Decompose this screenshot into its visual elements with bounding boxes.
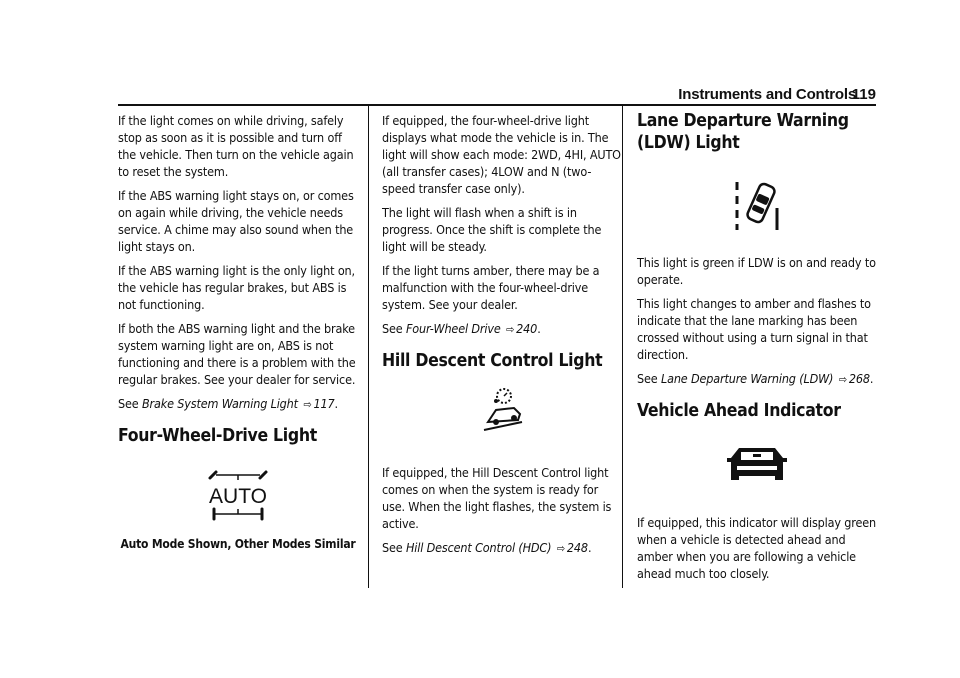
paragraph: This light changes to amber and flashes to indicate that the lane marking has been crossed without using a turn signal in that direction. <box>637 296 871 362</box>
see-prefix: See <box>382 540 403 555</box>
reference-page[interactable]: 117 <box>313 396 335 411</box>
four-wheel-drive-icon <box>206 469 270 521</box>
section-heading: Hill Descent Control Light <box>382 351 603 371</box>
vehicle-ahead-icon <box>725 444 789 484</box>
page-number: 119 <box>851 86 876 103</box>
reference-page[interactable]: 248 <box>566 540 588 555</box>
section-heading: Lane Departure Warning (LDW) Light <box>637 111 849 153</box>
hill-descent-icon <box>480 386 524 434</box>
paragraph: If the light turns amber, there may be a malfunction with the four-wheel-drive system. See your dealer. <box>382 263 600 312</box>
reference-link[interactable]: Lane Departure Warning (LDW) <box>660 371 834 386</box>
paragraph: If the ABS warning light is the only light on, the vehicle has regular brakes, but ABS is not functioning. <box>118 263 355 312</box>
paragraph: This light is green if LDW is on and ready to operate. <box>637 255 876 287</box>
paragraph: The light will flash when a shift is in progress. Once the shift is complete the light will be steady. <box>382 205 602 254</box>
column-divider-2 <box>622 104 623 588</box>
reference-link[interactable]: Brake System Warning Light <box>141 396 298 411</box>
column-3 <box>637 106 877 589</box>
section-heading: Four-Wheel-Drive Light <box>118 426 317 446</box>
reference-page[interactable]: 268 <box>848 371 870 386</box>
section-title: Instruments and Controls <box>678 86 856 103</box>
page-arrow-icon: ⇨ <box>506 323 515 336</box>
section-heading: Vehicle Ahead Indicator <box>637 401 841 421</box>
cross-reference: See Four-Wheel Drive ⇨ 240. <box>382 321 541 336</box>
paragraph: If equipped, the four-wheel-drive light displays what mode the vehicle is in. The light will show each mode: 2WD, 4HI, AUTO (all transfer cases); 4LOW and N (two-speed transfer case only). <box>382 113 621 196</box>
paragraph: If equipped, the Hill Descent Control light comes on when the system is ready for use. When the light flashes, the system is active. <box>382 465 612 531</box>
see-prefix: See <box>118 396 139 411</box>
figure-caption: Auto Mode Shown, Other Modes Similar <box>120 537 356 551</box>
paragraph: If the ABS warning light stays on, or comes on again while driving, the vehicle needs service. A chime may also sound when the light stays on. <box>118 188 354 254</box>
column-divider-1 <box>368 104 369 588</box>
cross-reference: See Brake System Warning Light ⇨ 117. <box>118 396 338 411</box>
reference-page[interactable]: 240 <box>516 321 538 336</box>
page-arrow-icon: ⇨ <box>838 373 847 386</box>
page-arrow-icon: ⇨ <box>303 398 312 411</box>
reference-link[interactable]: Hill Descent Control (HDC) <box>405 540 552 555</box>
column-2 <box>382 112 622 564</box>
paragraph: If both the ABS warning light and the brake system warning light are on, ABS is not functioning and there is a problem with the regular brakes. See your dealer for service. <box>118 321 356 387</box>
see-prefix: See <box>637 371 658 386</box>
page-arrow-icon: ⇨ <box>556 542 565 555</box>
lane-departure-icon <box>733 178 781 230</box>
see-prefix: See <box>382 321 403 336</box>
icon-mode-text: AUTO <box>209 485 267 508</box>
cross-reference: See Lane Departure Warning (LDW) ⇨ 268. <box>637 371 874 386</box>
reference-link[interactable]: Four-Wheel Drive <box>405 321 501 336</box>
paragraph: If equipped, this indicator will display green when a vehicle is detected ahead and amber when you are following a vehicle ahead much too closely. <box>637 515 877 581</box>
cross-reference: See Hill Descent Control (HDC) ⇨ 248. <box>382 540 592 555</box>
column-1 <box>118 112 358 551</box>
paragraph: If the light comes on while driving, safely stop as soon as it is possible and turn off the vehicle. Then turn on the vehicle again to reset the system. <box>118 113 354 179</box>
